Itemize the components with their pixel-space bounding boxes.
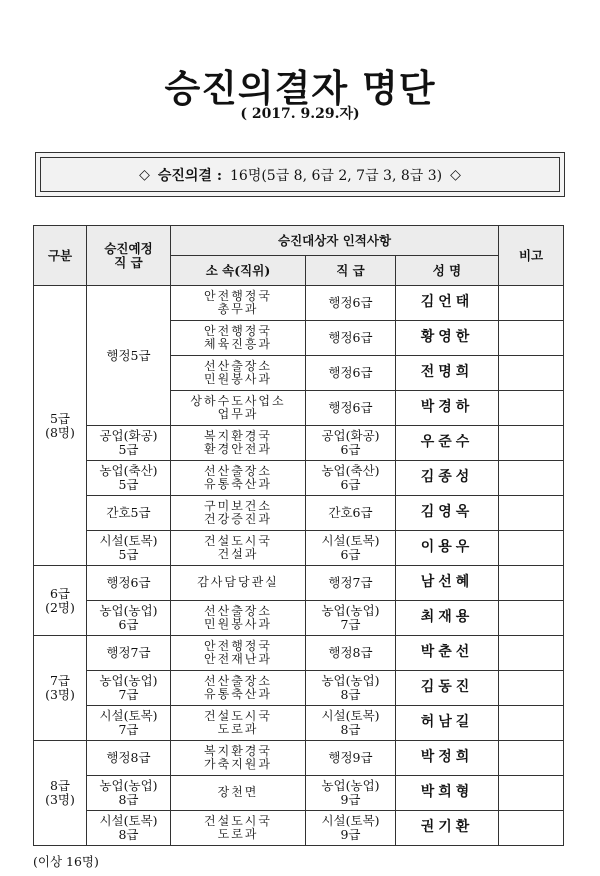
affiliation-line2: 총무과: [217, 302, 259, 316]
target-grade-cell: [87, 461, 171, 496]
grade-cell: [306, 566, 396, 601]
affiliation-line1: 복지환경국: [204, 743, 272, 758]
category-line1: 6급: [49, 585, 71, 601]
affiliation-line2: 업무과: [217, 407, 259, 421]
affiliation-line2: 환경안전과: [204, 442, 272, 456]
header-target-grade-line1: 승진예정: [104, 240, 153, 256]
grade-line2: 8급: [340, 687, 361, 702]
name-cell: 김동진: [396, 671, 499, 706]
category-line2: (8명): [45, 424, 75, 440]
affiliation-cell: [171, 286, 306, 321]
target-grade-line1: 간호5급: [106, 505, 151, 520]
remarks-cell: [499, 356, 564, 391]
remarks-cell: [499, 811, 564, 846]
grade-line1: 시설(토목): [321, 813, 380, 828]
header-affiliation: 소 속(직위): [171, 256, 306, 286]
remarks-cell: [499, 776, 564, 811]
target-grade-line1: 농업(농업): [99, 603, 158, 618]
affiliation-line1: 안전행정국: [204, 323, 272, 338]
target-grade-cell: [87, 636, 171, 671]
grade-cell: [306, 426, 396, 461]
affiliation-line2: 도로과: [217, 722, 259, 736]
affiliation-cell: [171, 566, 306, 601]
grade-cell: [306, 391, 396, 426]
affiliation-line1: 감사담당관실: [197, 575, 279, 590]
affiliation-line1: 건설도시국: [204, 813, 272, 828]
grade-line1: 행정6급: [328, 330, 373, 345]
remarks-cell: [499, 671, 564, 706]
grade-cell: [306, 671, 396, 706]
header-target-grade: [87, 226, 171, 286]
affiliation-line2: 도로과: [217, 827, 259, 841]
affiliation-cell: [171, 426, 306, 461]
diamond-left-icon: ◇: [139, 166, 150, 183]
name-cell: 박춘선: [396, 636, 499, 671]
grade-line2: 7급: [340, 617, 361, 632]
table-row: [34, 776, 564, 811]
grade-line1: 농업(농업): [321, 603, 380, 618]
grade-cell: [306, 531, 396, 566]
header-target-grade-line2: 직 급: [114, 254, 143, 270]
grade-line1: 행정8급: [328, 645, 373, 660]
grade-line2: 9급: [340, 792, 361, 807]
affiliation-line1: 장천면: [217, 785, 259, 800]
affiliation-cell: [171, 776, 306, 811]
name-cell: 최재용: [396, 601, 499, 636]
header-name: 성 명: [396, 256, 499, 286]
target-grade-cell: [87, 811, 171, 846]
grade-cell: [306, 706, 396, 741]
remarks-cell: [499, 601, 564, 636]
name-cell: 김종성: [396, 461, 499, 496]
affiliation-cell: [171, 461, 306, 496]
grade-line2: 6급: [340, 477, 361, 492]
promotion-table-container: [33, 225, 563, 846]
remarks-cell: [499, 286, 564, 321]
affiliation-line2: 유통축산과: [204, 687, 272, 701]
table-row: [34, 706, 564, 741]
table-body: [34, 286, 564, 846]
summary-content: [40, 157, 560, 192]
remarks-cell: [499, 636, 564, 671]
target-grade-line1: 행정5급: [106, 347, 151, 363]
remarks-cell: [499, 461, 564, 496]
diamond-right-icon: ◇: [450, 166, 461, 183]
affiliation-line1: 선산출장소: [204, 358, 272, 373]
category-line2: (3명): [45, 792, 75, 807]
grade-line2: 6급: [340, 442, 361, 457]
table-row: [34, 636, 564, 671]
document-date: ( 2017. 9.29.자): [240, 106, 360, 122]
name-cell: 우준수: [396, 426, 499, 461]
grade-line2: 8급: [340, 722, 361, 737]
grade-line1: 행정6급: [328, 400, 373, 415]
target-grade-line2: 8급: [118, 792, 139, 807]
affiliation-line2: 민원봉사과: [204, 617, 272, 631]
target-grade-cell: [87, 286, 171, 426]
grade-line1: 행정7급: [328, 575, 373, 590]
target-grade-line2: 5급: [118, 442, 139, 457]
target-grade-line2: 7급: [118, 687, 139, 702]
name-cell: 김언태: [396, 286, 499, 321]
target-grade-line2: 5급: [118, 547, 139, 562]
grade-cell: [306, 356, 396, 391]
affiliation-line1: 상하수도사업소: [190, 393, 286, 408]
affiliation-line1: 선산출장소: [204, 673, 272, 688]
table-row: [34, 461, 564, 496]
affiliation-cell: [171, 811, 306, 846]
category-cell: [34, 566, 87, 636]
affiliation-cell: [171, 601, 306, 636]
affiliation-cell: [171, 741, 306, 776]
target-grade-line1: 공업(화공): [99, 428, 158, 443]
grade-cell: [306, 601, 396, 636]
target-grade-line2: 8급: [118, 827, 139, 842]
category-cell: [34, 741, 87, 846]
grade-line1: 농업(농업): [321, 778, 380, 793]
remarks-cell: [499, 321, 564, 356]
name-cell: 전명희: [396, 356, 499, 391]
affiliation-cell: [171, 391, 306, 426]
name-cell: 박정희: [396, 741, 499, 776]
footer-total: (이상 16명): [33, 854, 99, 869]
affiliation-line2: 유통축산과: [204, 477, 272, 491]
target-grade-cell: [87, 531, 171, 566]
table-row: [34, 531, 564, 566]
summary-box: [35, 152, 565, 197]
target-grade-cell: [87, 601, 171, 636]
affiliation-line1: 구미보건소: [204, 498, 272, 513]
header-remarks: 비고: [499, 226, 564, 286]
grade-cell: [306, 461, 396, 496]
remarks-cell: [499, 496, 564, 531]
grade-line1: 행정9급: [328, 750, 373, 765]
summary-label: 승진의결 :: [157, 167, 222, 184]
affiliation-line1: 안전행정국: [204, 288, 272, 303]
affiliation-line2: 가축지원과: [204, 757, 272, 771]
target-grade-line1: 행정7급: [106, 645, 151, 660]
document-title: 승진의결자 명단: [164, 66, 436, 110]
name-cell: 권기환: [396, 811, 499, 846]
name-cell: 황영한: [396, 321, 499, 356]
category-cell: [34, 286, 87, 566]
table-row: [34, 671, 564, 706]
table-row: [34, 741, 564, 776]
affiliation-cell: [171, 531, 306, 566]
affiliation-line2: 민원봉사과: [204, 372, 272, 386]
grade-line1: 농업(농업): [321, 673, 380, 688]
target-grade-line1: 농업(농업): [99, 673, 158, 688]
grade-line1: 시설(토목): [321, 533, 380, 548]
summary-value: 16명(5급 8, 6급 2, 7급 3, 8급 3): [230, 167, 443, 184]
name-cell: 남선혜: [396, 566, 499, 601]
affiliation-line1: 건설도시국: [204, 708, 272, 723]
affiliation-line2: 건설과: [217, 547, 259, 561]
grade-line2: 6급: [340, 547, 361, 562]
target-grade-line2: 5급: [118, 477, 139, 492]
affiliation-line1: 복지환경국: [204, 428, 272, 443]
target-grade-cell: [87, 566, 171, 601]
affiliation-line2: 체육진흥과: [204, 337, 272, 351]
affiliation-cell: [171, 321, 306, 356]
promotion-table: [33, 225, 564, 846]
table-row: [34, 811, 564, 846]
category-cell: [34, 636, 87, 741]
grade-line1: 간호6급: [328, 505, 373, 520]
table-row: [34, 496, 564, 531]
remarks-cell: [499, 391, 564, 426]
header-grade: 직 급: [306, 256, 396, 286]
remarks-cell: [499, 531, 564, 566]
target-grade-line1: 시설(토목): [99, 813, 158, 828]
target-grade-cell: [87, 776, 171, 811]
category-line2: (3명): [45, 687, 75, 702]
name-cell: 박희형: [396, 776, 499, 811]
affiliation-line1: 건설도시국: [204, 533, 272, 548]
target-grade-cell: [87, 706, 171, 741]
remarks-cell: [499, 566, 564, 601]
target-grade-line1: 시설(토목): [99, 533, 158, 548]
grade-cell: [306, 636, 396, 671]
affiliation-cell: [171, 706, 306, 741]
header-category: 구분: [34, 226, 87, 286]
table-row: [34, 601, 564, 636]
remarks-cell: [499, 741, 564, 776]
target-grade-line1: 농업(농업): [99, 778, 158, 793]
target-grade-line1: 농업(축산): [99, 463, 158, 478]
target-grade-line1: 행정6급: [106, 575, 151, 590]
table-row: [34, 286, 564, 321]
affiliation-cell: [171, 496, 306, 531]
target-grade-line2: 7급: [118, 722, 139, 737]
target-grade-cell: [87, 426, 171, 461]
table-row: [34, 566, 564, 601]
target-grade-line2: 6급: [118, 617, 139, 632]
grade-line1: 시설(토목): [321, 708, 380, 723]
name-cell: 박경하: [396, 391, 499, 426]
grade-cell: [306, 286, 396, 321]
target-grade-line1: 시설(토목): [99, 708, 158, 723]
target-grade-cell: [87, 496, 171, 531]
affiliation-line2: 안전재난과: [204, 652, 272, 666]
name-cell: 이용우: [396, 531, 499, 566]
target-grade-cell: [87, 671, 171, 706]
grade-cell: [306, 741, 396, 776]
target-grade-line1: 행정8급: [106, 750, 151, 765]
grade-line2: 9급: [340, 827, 361, 842]
name-cell: 김영옥: [396, 496, 499, 531]
category-line1: 7급: [49, 673, 71, 688]
grade-line1: 행정6급: [328, 295, 373, 310]
header-personnel-info: 승진대상자 인적사항: [171, 226, 499, 256]
affiliation-line2: 건강증진과: [204, 512, 272, 526]
affiliation-cell: [171, 636, 306, 671]
grade-line1: 행정6급: [328, 365, 373, 380]
category-line2: (2명): [45, 599, 75, 615]
grade-cell: [306, 776, 396, 811]
grade-line1: 농업(축산): [321, 463, 380, 478]
grade-cell: [306, 321, 396, 356]
affiliation-cell: [171, 356, 306, 391]
category-line1: 5급: [49, 410, 71, 426]
category-line1: 8급: [49, 778, 71, 793]
grade-line1: 공업(화공): [321, 428, 380, 443]
target-grade-cell: [87, 741, 171, 776]
name-cell: 허남길: [396, 706, 499, 741]
table-row: [34, 426, 564, 461]
affiliation-line1: 선산출장소: [204, 603, 272, 618]
affiliation-line1: 안전행정국: [204, 638, 272, 653]
grade-cell: [306, 811, 396, 846]
affiliation-line1: 선산출장소: [204, 463, 272, 478]
remarks-cell: [499, 706, 564, 741]
affiliation-cell: [171, 671, 306, 706]
grade-cell: [306, 496, 396, 531]
remarks-cell: [499, 426, 564, 461]
